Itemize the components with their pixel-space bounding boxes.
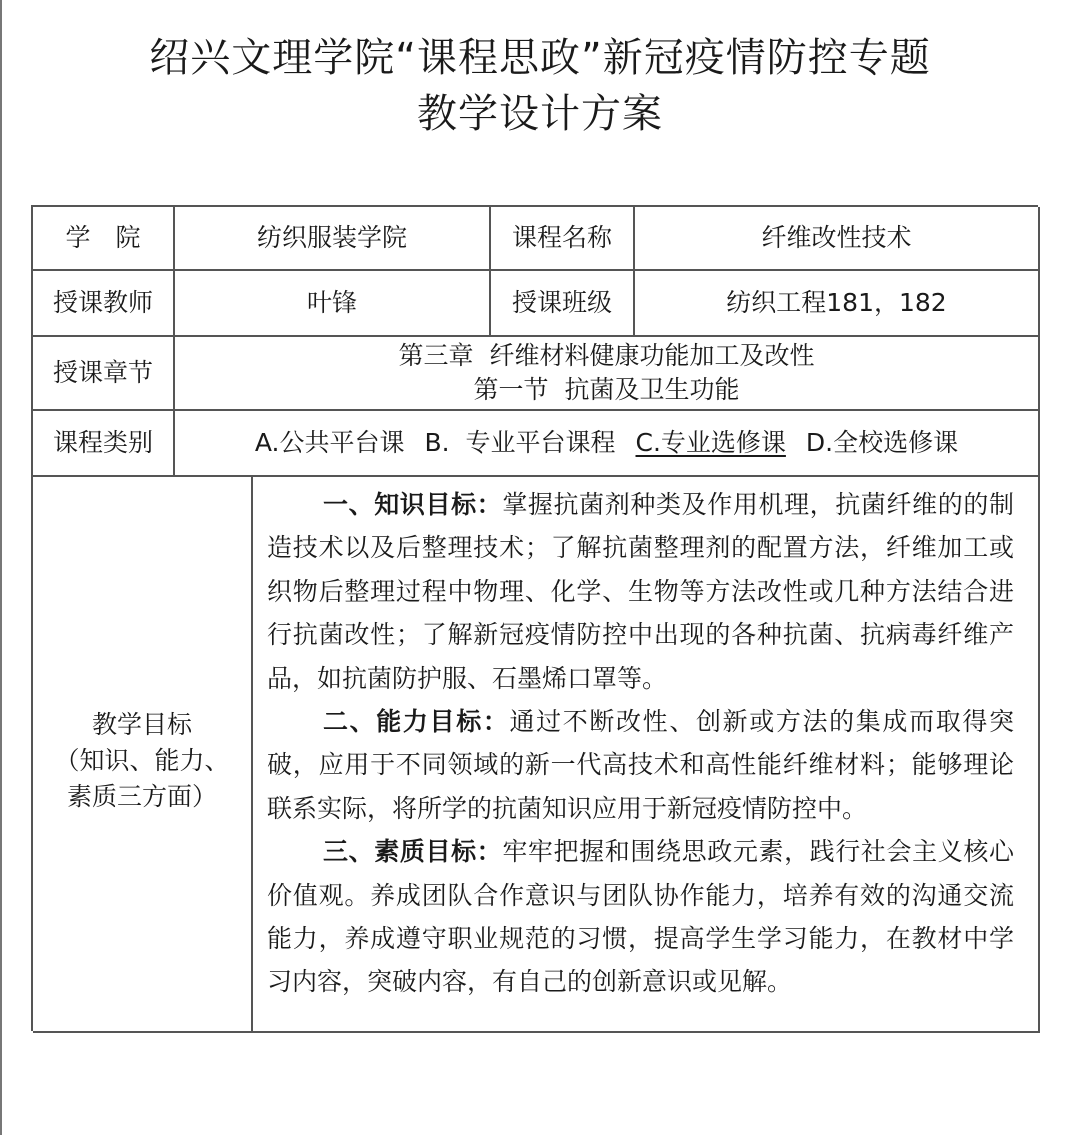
course-name-label: 课程名称 — [491, 207, 635, 271]
objectives-label-line-3: 素质三方面） — [66, 782, 217, 811]
quality-objective — [267, 830, 1014, 1004]
college-label: 学 院 — [33, 207, 175, 271]
class-value: 纺织工程181，182 — [635, 271, 1040, 337]
class-label: 授课班级 — [491, 271, 635, 337]
document-title — [0, 30, 1080, 142]
ability-objective-heading: 二、能力目标： — [323, 707, 510, 737]
objectives-label-line-1: 教学目标 — [91, 710, 192, 739]
quality-objective-heading: 三、素质目标： — [323, 837, 503, 867]
teacher-label: 授课教师 — [33, 271, 175, 337]
knowledge-objective-heading: 一、知识目标： — [323, 490, 503, 519]
ability-objective — [267, 700, 1014, 830]
objectives-content — [251, 477, 1040, 1033]
course-info-table — [31, 205, 1038, 1031]
chapter-value — [175, 337, 1040, 411]
page-left-edge — [0, 0, 2, 1135]
objectives-label-line-2: （知识、能力、 — [54, 746, 230, 775]
ability-objective-text: 通过不断改性、创新或方法的集成而取得突破，应用于不同领域的新一代高技术和高性能纤维材料；能够理论联系实际，将所学的抗菌知识应用于新冠疫情防控中。 — [267, 707, 1014, 823]
knowledge-objective-text: 掌握抗菌剂种类及作用机理，抗菌纤维的的制造技术以及后整理技术；了解抗菌整理剂的配置方法，纤维加工或织物后整理过程中物理、化学、生物等方法改性或几种方法结合进行抗菌改性；了解新冠疫情防控中出现的各种抗菌、抗病毒纤维产品，如抗菌防护服、石墨烯口罩等。 — [267, 490, 1014, 693]
objectives-row — [33, 477, 1040, 1033]
objectives-label — [33, 477, 251, 1033]
chapter-line-2: 第一节 抗菌及卫生功能 — [473, 375, 740, 404]
category-options — [175, 411, 1040, 477]
title-line-1: 绍兴文理学院“课程思政”新冠疫情防控专题 — [149, 35, 931, 81]
category-option-d: D.全校选修课 — [805, 428, 959, 457]
chapter-line-1: 第三章 纤维材料健康功能加工及改性 — [398, 341, 815, 370]
chapter-label: 授课章节 — [33, 337, 175, 411]
category-label: 课程类别 — [33, 411, 175, 477]
title-line-2: 教学设计方案 — [417, 91, 663, 137]
quality-objective-text: 牢牢把握和围绕思政元素，践行社会主义核心价值观。养成团队合作意识与团队协作能力，培养有效的沟通交流能力，养成遵守职业规范的习惯，提高学生学习能力，在教材中学习内容，突破内容，有自己的创新意识或见解。 — [267, 837, 1014, 997]
course-name-value: 纤维改性技术 — [635, 207, 1040, 271]
category-option-a: A.公共平台课 — [254, 428, 405, 457]
category-option-c-selected: C.专业选修课 — [635, 428, 786, 457]
teacher-value: 叶锋 — [175, 271, 491, 337]
category-option-b: B. 专业平台课程 — [424, 428, 616, 457]
college-value: 纺织服装学院 — [175, 207, 491, 271]
knowledge-objective — [267, 483, 1014, 700]
